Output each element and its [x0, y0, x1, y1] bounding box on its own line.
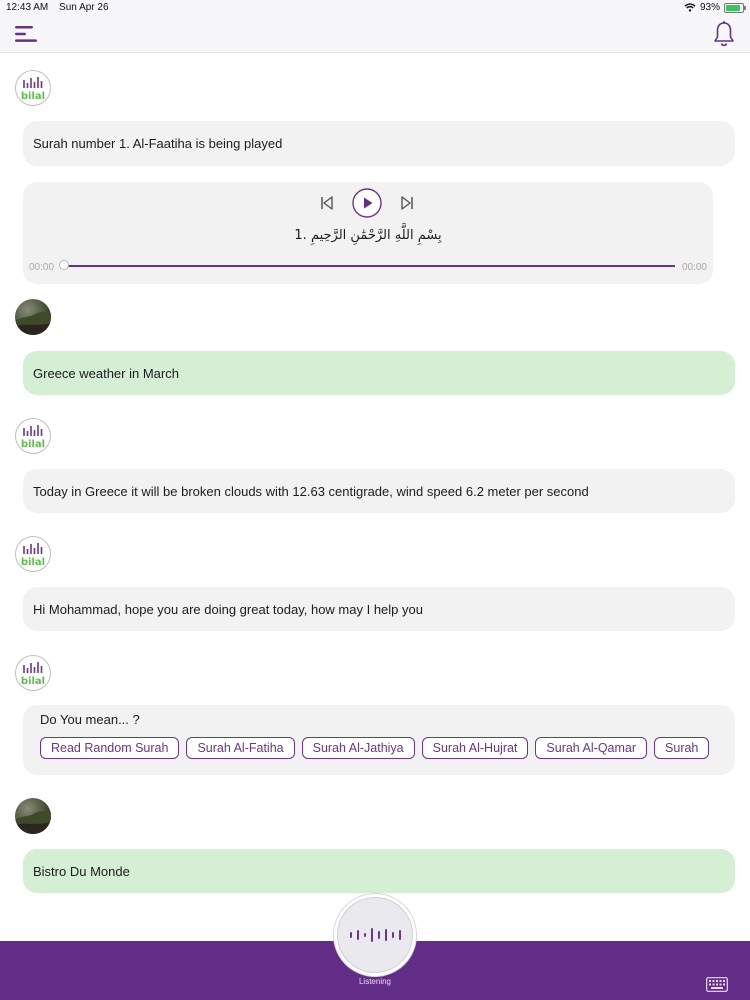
waveform-icon — [349, 925, 403, 945]
bilal-logo-icon — [16, 656, 50, 690]
battery-icon — [724, 3, 744, 13]
duration-time: 00:00 — [681, 262, 707, 273]
message-text: Surah number 1. Al-Faatiha is being played — [33, 136, 283, 151]
bot-message — [23, 121, 735, 166]
suggestions-card — [23, 705, 735, 775]
user-message — [23, 351, 735, 395]
status-bar — [0, 0, 750, 16]
bilal-logo-icon — [16, 419, 50, 453]
mic-button-inner — [337, 897, 413, 973]
menu-icon[interactable] — [14, 24, 38, 44]
user-photo — [15, 798, 51, 834]
bell-icon[interactable] — [712, 20, 736, 48]
bot-avatar — [15, 655, 51, 691]
skip-back-icon[interactable] — [320, 195, 334, 211]
bilal-logo-text: bilal — [20, 557, 46, 568]
message-text: Greece weather in March — [33, 365, 179, 381]
suggestions-prompt: Do You mean... ? — [40, 712, 140, 727]
message-text: Hi Mohammad, hope you are doing great today, how may I help you — [33, 601, 423, 617]
bilal-logo-text: bilal — [20, 676, 46, 687]
message-text: Bistro Du Monde — [33, 863, 130, 879]
suggestion-chip[interactable]: Surah Al-Hujrat — [422, 737, 529, 759]
suggestion-chip[interactable]: Surah Al-Qamar — [535, 737, 647, 759]
keyboard-icon[interactable] — [706, 977, 728, 992]
skip-forward-icon[interactable] — [400, 195, 414, 211]
battery-percent: 93% — [699, 2, 720, 13]
audio-player — [23, 182, 713, 284]
bot-avatar — [15, 70, 51, 106]
elapsed-time: 00:00 — [29, 262, 55, 273]
user-message — [23, 849, 735, 893]
play-icon[interactable] — [352, 188, 382, 218]
top-bar — [0, 16, 750, 53]
bot-avatar — [15, 536, 51, 572]
bilal-logo-icon — [16, 71, 50, 105]
user-avatar — [15, 798, 51, 834]
wifi-icon — [684, 3, 696, 12]
mic-button[interactable] — [334, 894, 416, 976]
progress-thumb[interactable] — [59, 260, 69, 270]
suggestion-chip[interactable]: Read Random Surah — [40, 737, 179, 759]
user-avatar — [15, 299, 51, 335]
bilal-logo-text: bilal — [20, 91, 46, 102]
suggestion-chip[interactable]: Surah Al-Jathiya — [302, 737, 415, 759]
bot-message — [23, 587, 735, 631]
message-text: Today in Greece it will be broken clouds with 12.63 centigrade, wind speed 6.2 meter per second — [33, 483, 589, 499]
listening-label: Listening — [358, 977, 392, 986]
suggestion-chip[interactable]: Surah — [654, 737, 709, 759]
progress-track[interactable] — [65, 265, 675, 267]
status-time: 12:43 AM — [6, 2, 49, 13]
suggestion-chip[interactable]: Surah Al-Fatiha — [186, 737, 294, 759]
suggestion-chips — [40, 737, 716, 759]
bot-avatar — [15, 418, 51, 454]
bilal-logo-icon — [16, 537, 50, 571]
battery-fill — [726, 5, 740, 11]
ayah-text: 1. بِسْمِ اللَّهِ الرَّحْمَٰنِ الرَّحِيمِ — [294, 228, 442, 243]
bilal-logo-text: bilal — [20, 439, 46, 450]
status-date: Sun Apr 26 — [59, 2, 109, 13]
user-photo — [15, 299, 51, 335]
bot-message — [23, 469, 735, 513]
